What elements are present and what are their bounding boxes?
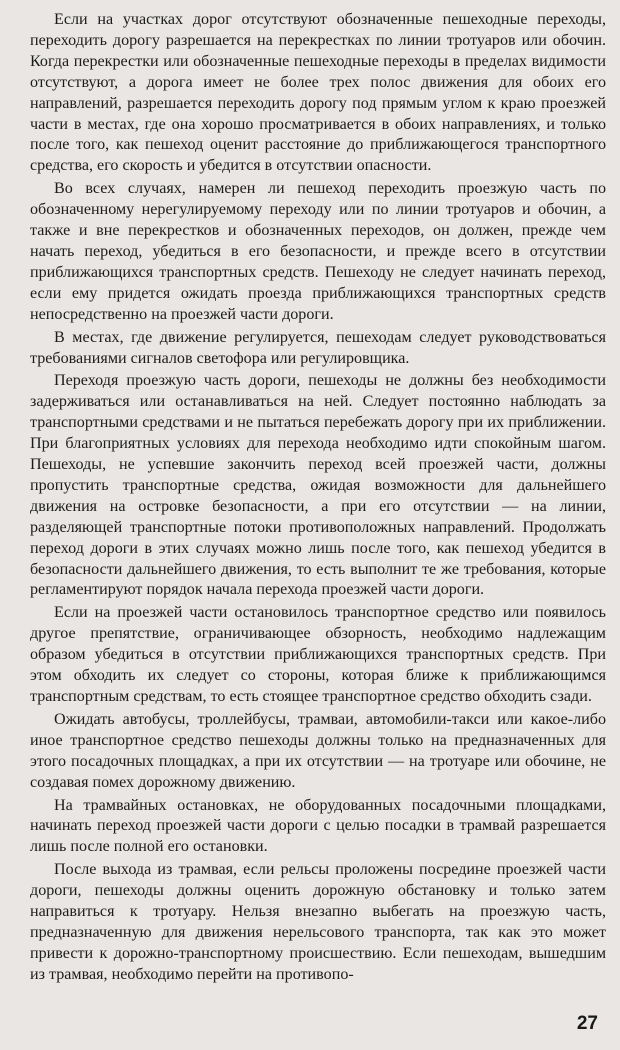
paragraph: Если на проезжей части остановилось транспортное средство или появилось другое препятствие, ограничивающее обзорность, необходимо надлежащим образом убедиться в отсутствии приближающихся транспортных средств. При этом обходить их следует со стороны, которая ближе к приближающимся транспортным средствам, то есть стоящее транспортное средство обходить сзади. (30, 604, 606, 705)
paragraph: После выхода из трамвая, если рельсы проложены посредине проезжей части дороги, пешеходы должны оценить дорожную обстановку и только затем направиться к тротуару. Нельзя внезапно выбегать на проезжую часть, предназначенную для движения нерельсового транспорта, так как это может привести к дорожно-транспортному происшествию. Если пешеходам, вышедшим из трамвая, необходимо перейти на противопо- (30, 861, 606, 983)
paragraph: Переходя проезжую часть дороги, пешеходы не должны без необходимости задерживаться или останавливаться на ней. Следует постоянно наблюдать за транспортными средствами и не пытаться перебежать дорогу при их приближении. При благоприятных условиях для перехода необходимо идти спокойным шагом. Пешеходы, не успевшие закончить переход всей проезжей части, должны пропустить транспортные средства, ожидая возможности для дальнейшего движения на островке безопасности, а при его отсутствии — на линии, разделяющей транспортные потоки противоположных направлений. Продолжать переход дороги в этих случаях можно лишь после того, как пешеход убедится в безопасности дальнейшего движения, то есть выполнит те же требования, которые регламентируют порядок начала перехода проезжей части дороги. (30, 372, 606, 599)
paragraph: Ожидать автобусы, троллейбусы, трамваи, автомобили-такси или какое-либо иное транспортное средство пешеходы должны только на предназначенных для этого посадочных площадках, а при их отсутствии — на тротуаре или обочине, не создавая помех дорожному движению. (30, 710, 606, 791)
paragraph: На трамвайных остановках, не оборудованных посадочными площадками, начинать переход проезжей части дороги с целью посадки в трамвай разрешается лишь после полной его остановки. (30, 796, 606, 856)
paragraph: Во всех случаях, намерен ли пешеход переходить проезжую часть по обозначенному нерегулируемому переходу или по линии тротуаров и обочин, а также и вне перекрестков и обозначенных переходов, он должен, прежде чем начать переход, убедиться в его безопасности, и прежде всего в отсутствии приближающихся транспортных средств. Пешеходу не следует начинать переход, если ему придется ожидать проезда приближающихся транспортных средств непосредственно на проезжей части дороги. (30, 180, 606, 323)
paragraph: В местах, где движение регулируется, пешеходам следует руководствоваться требованиями сигналов светофора или регулировщика. (30, 328, 606, 367)
page-number: 27 (576, 1013, 598, 1034)
paragraph: Если на участках дорог отсутствуют обозначенные пешеходные переходы, переходить дорогу разрешается на перекрестках по линии тротуаров или обочин. Когда перекрестки или обозначенные пешеходные переходы в пределах видимости отсутствуют, а дорога имеет не более трех полос движения для обоих его направлений, разрешается переходить дорогу под прямым углом к краю проезжей части в местах, где она хорошо просматривается в обоих направлениях, и только после того, как пешеход оценит расстояние до приближающегося транспортного средства, его скорость и убедится в отсутствии опасности. (30, 11, 606, 175)
page-text (30, 10, 606, 986)
